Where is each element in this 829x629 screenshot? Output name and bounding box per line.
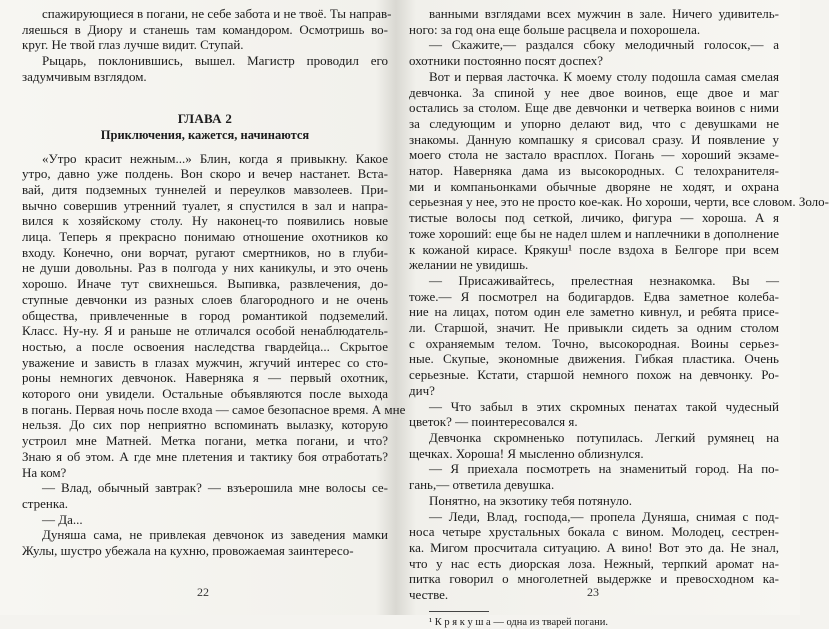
text-line: — Влад, обычный завтрак? — взъерошила мне волосы се-	[42, 480, 388, 496]
text-line: утро, давно уже полдень. Вон скоро и вечер настанет. Вста-	[22, 166, 388, 182]
text-line: «Утро красит нежным...» Блин, когда я привыкну. Какое	[42, 150, 388, 166]
paragraph	[409, 430, 779, 461]
text-line: роны немногих девчонок. Наверняка я — первый охотник,	[22, 370, 388, 386]
page-number: 22	[197, 585, 209, 599]
text-line: вай, дитя подземных туннелей и переулков мавзолеев. При-	[22, 181, 388, 197]
paragraph	[409, 399, 779, 430]
text-line: лица. Теперь я прекрасно понимаю отношение охотников ко	[22, 229, 388, 245]
text-line: общества, привлеченные в город романтикой подземелий.	[22, 307, 388, 323]
text-line: честве.	[409, 587, 449, 603]
page-number: 23	[587, 585, 599, 599]
text-line: ного: за год она еще больше расцвела и похорошела.	[409, 21, 701, 37]
text-line: вился к хозяйскому столу. Ну наконец-то появились новые	[22, 213, 388, 229]
text-line: На ком?	[22, 464, 67, 480]
text-line: тистые волосы под сеткой, личико, фигура — хороша. А я	[409, 210, 779, 226]
text-line: ние на лицах, потом один еле заметно кивнул, и ребята присе-	[409, 304, 779, 320]
paragraph	[409, 6, 779, 37]
text-line: остались за столом. Еще две девчонки и четверка воинов с ними	[409, 100, 779, 116]
text-line: Жулы, шустро убежала на кухню, провожаемая заинтересо-	[22, 543, 354, 559]
text-line: Знаю я об этом. А где мне плетения и тактику боя отработать?	[22, 448, 388, 464]
text-line: знакомы. Данную компашку я срисовал сразу. И появление у	[409, 131, 779, 147]
text-line: с охраняемым телом. Точно, высокородная. Воины серьез-	[409, 335, 779, 351]
text-line: ляешься в Диору и станешь там командором. Осмотришь во-	[22, 21, 388, 37]
text-line: гань,— ответила девушка.	[409, 477, 555, 493]
text-line: серьезные. Кстати, старшой немного похож на девчонку. Ро-	[409, 367, 779, 383]
text-line: уважение и зависть в глазах мужчин, жгучий интерес со сто-	[22, 354, 388, 370]
chapter-spacer	[22, 85, 388, 111]
text-line: хорошо. Иначе тут свихнешься. Выпивка, развлечения, до-	[22, 276, 388, 292]
text-line: питка говорил о многолетней выдержке и превосходном ка-	[409, 571, 779, 587]
paragraph	[409, 68, 829, 273]
text-line: желании не увидишь.	[409, 257, 529, 273]
text-line: стренка.	[22, 495, 68, 511]
text-line: — Скажите,— раздался сбоку мелодичный голосок,— а	[429, 37, 779, 53]
paragraph	[22, 480, 388, 511]
text-line: дич?	[409, 382, 435, 398]
text-line: ступные девчонки из разных слоев благородного и не очень	[22, 291, 388, 307]
text-line: — Присаживайтесь, прелестная незнакомка. Вы —	[429, 272, 779, 288]
text-line: за следующим и упорно делают вид, что с девушками не	[409, 115, 779, 131]
text-line: моего стола не застало врасплох. Погань — хороший экзаме-	[409, 147, 779, 163]
text-line: Понятно, на экзотику тебя потянуло.	[429, 492, 632, 508]
text-line: тоже хороший: еще бы не надел шлем и наплечники в дополнение	[409, 225, 779, 241]
text-line: нельзя. До сих пор неприятно вспоминать вылазку, которую	[22, 417, 388, 433]
text-line: круг. Не твой глаз лучше видит. Ступай.	[22, 37, 244, 53]
paragraph	[409, 461, 779, 492]
left-page	[22, 6, 406, 606]
text-line: ностью, а после освоения наследства гвардейца... Скрытое	[22, 338, 388, 354]
text-line: тоже.— Я посмотрел на бодигардов. Едва заметное колеба-	[409, 288, 779, 304]
paragraph	[22, 150, 406, 481]
text-line: Класс. Ну-ну. Я и раньше не отличался особой ненаблюдатель-	[22, 323, 388, 339]
paragraph	[22, 512, 388, 528]
text-line: охотники постоянно посят доспех?	[409, 53, 604, 69]
chapter-subtitle: Приключения, кажется, начинаются	[100, 127, 310, 142]
paragraph	[22, 527, 388, 558]
paragraph	[409, 493, 779, 509]
text-line: Рыцарь, поклонившись, вышел. Магистр проводил его	[42, 53, 388, 69]
text-line: спажирующиеся в погани, не себе забота и не твоё. Ты направ-	[42, 6, 392, 21]
text-line: — Что забыл в этих скромных пенатах такой чудесный	[429, 398, 779, 414]
text-line: щечках. Хороша! Я мысленно облизнулся.	[409, 445, 644, 461]
text-line: натор. Наверняка дама из высокородных. С телохранителя-	[409, 163, 779, 179]
chapter-title: ГЛАВА 2	[177, 110, 233, 126]
paragraph	[409, 273, 779, 399]
right-page	[409, 6, 829, 628]
text-line: устроил мне Матней. Метка погани, метка погани, и что?	[22, 433, 388, 449]
text-line: вычно совершив утренний туалет, я спустился в зал и напра-	[22, 197, 388, 213]
footnote-rule	[429, 611, 489, 612]
footnote: ¹ К р я к у ш а — одна из тварей погани.	[429, 616, 608, 628]
text-line: — Да...	[42, 511, 83, 527]
text-line: не души довольны. Раз в полгода у них каникулы, и это очень	[22, 260, 388, 276]
text-line: в погань. Первая ночь после входа — самое безопасное время. А мне	[22, 401, 406, 417]
text-line: Девчонка скромненько потупилась. Легкий румянец на	[429, 429, 779, 445]
text-line: Дуняша сама, не привлекая девчонок из заведения мамки	[42, 527, 388, 543]
text-line: ли. Старшой, значит. Не привыкли сидеть за одним столом	[409, 320, 779, 336]
text-line: ми и компаньонками обычные дворяне не ходят, и охрана	[409, 178, 779, 194]
text-line: — Я приехала посмотреть на знаменитый город. На по-	[429, 461, 779, 477]
text-line: цветок? — поинтересовался я.	[409, 414, 578, 430]
text-line: что у нас есть диорская лоза. Нежный, терпкий аромат на-	[409, 555, 779, 571]
paragraph	[409, 37, 779, 68]
text-line: Вот и первая ласточка. К моему столу подошла самая смелая	[429, 68, 779, 84]
text-line: девчонка. За спиной у нее двое воинов, еще двое и маг	[409, 84, 779, 100]
text-line: носа четыре хрустальных бокала с вином. Молодец, сестрен-	[409, 524, 779, 540]
paragraph	[22, 53, 388, 84]
text-line: входу. Конечно, они ворчат, ругают смертников, но в глуби-	[22, 244, 388, 260]
paragraph	[22, 6, 392, 53]
text-line: ные. Скупые, экономные движения. Гибкая пластика. Очень	[409, 351, 779, 367]
text-line: — Леди, Влад, господа,— пропела Дуняша, снимая с под-	[429, 508, 779, 524]
text-line: ка. Мигом просчитала ситуацию. А вино! Вот это да. Не знал,	[409, 539, 779, 555]
text-line: ванными взглядами всех мужчин в зале. Ничего удивитель-	[429, 6, 779, 21]
text-line: к кожаной кирасе. Крякуш¹ после вздоха в Белгоре при всем	[409, 241, 779, 257]
text-line: серьезная у нее, это не просто кое-как. Но хороши, черти, все словом. Золо-	[409, 194, 829, 210]
text-line: которого они увидели. Остальные объявляются после выхода	[22, 386, 388, 402]
text-line: задумчивым взглядом.	[22, 68, 147, 84]
